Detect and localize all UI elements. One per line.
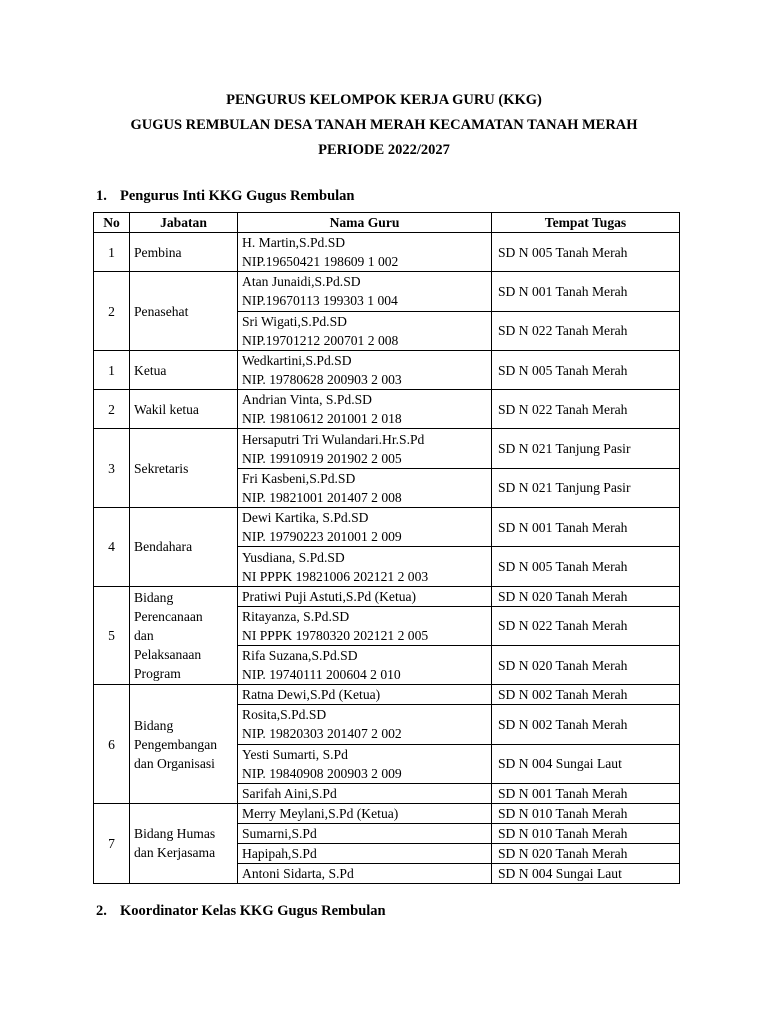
cell-tempat-tugas: SD N 010 Tanah Merah (492, 823, 680, 843)
jabatan-line: Ketua (134, 362, 167, 378)
cell-nama-guru (238, 705, 492, 744)
teacher-name: Rifa Suzana,S.Pd.SD (242, 648, 358, 664)
teacher-name: Wedkartini,S.Pd.SD (242, 353, 352, 369)
cell-nama-guru (238, 645, 492, 684)
cell-nama-guru (238, 311, 492, 350)
teacher-name: H. Martin,S.Pd.SD (242, 235, 346, 251)
jabatan-line: Sekretaris (134, 460, 189, 476)
table-row (94, 685, 680, 705)
teacher-name: Fri Kasbeni,S.Pd.SD (242, 470, 356, 486)
cell-nama-guru (238, 843, 492, 863)
cell-no: 2 (94, 390, 130, 429)
teacher-nip: NI PPPK 19780320 202121 2 005 (242, 627, 429, 643)
table-row (94, 350, 680, 389)
teacher-name: Yusdiana, S.Pd.SD (242, 549, 345, 565)
cell-nama-guru (238, 606, 492, 645)
teacher-name: Merry Meylani,S.Pd (Ketua) (242, 805, 399, 821)
teacher-name: Pratiwi Puji Astuti,S.Pd (Ketua) (242, 588, 417, 604)
cell-nama-guru (238, 350, 492, 389)
cell-nama-guru (238, 586, 492, 606)
cell-no: 7 (94, 803, 130, 883)
cell-jabatan (130, 233, 238, 272)
cell-nama-guru (238, 547, 492, 586)
cell-jabatan (130, 685, 238, 804)
cell-nama-guru (238, 508, 492, 547)
jabatan-line: Bidang (134, 717, 174, 733)
jabatan-line: Perencanaan (134, 608, 203, 624)
cell-no: 1 (94, 350, 130, 389)
teacher-name: Ritayanza, S.Pd.SD (242, 608, 350, 624)
cell-tempat-tugas: SD N 020 Tanah Merah (492, 843, 680, 863)
teacher-name: Hapipah,S.Pd (242, 845, 317, 861)
table-header-row (94, 213, 680, 233)
table-body (94, 233, 680, 884)
jabatan-line: Bidang Humas (134, 826, 216, 842)
cell-tempat-tugas: SD N 022 Tanah Merah (492, 311, 680, 350)
cell-jabatan (130, 429, 238, 508)
section-2-number: 2. (96, 903, 107, 919)
cell-nama-guru (238, 863, 492, 883)
teacher-nip: NI PPPK 19821006 202121 2 003 (242, 568, 429, 584)
cell-tempat-tugas: SD N 020 Tanah Merah (492, 586, 680, 606)
teacher-name: Andrian Vinta, S.Pd.SD (242, 392, 372, 408)
teacher-name: Sarifah Aini,S.Pd (242, 785, 337, 801)
cell-nama-guru (238, 823, 492, 843)
cell-nama-guru (238, 272, 492, 311)
cell-no: 6 (94, 685, 130, 804)
cell-tempat-tugas: SD N 020 Tanah Merah (492, 645, 680, 684)
cell-tempat-tugas: SD N 005 Tanah Merah (492, 233, 680, 272)
cell-tempat-tugas: SD N 004 Sungai Laut (492, 863, 680, 883)
jabatan-line: dan (134, 627, 154, 643)
teacher-nip: NIP.19670113 199303 1 004 (242, 293, 398, 309)
cell-jabatan (130, 586, 238, 685)
cell-tempat-tugas: SD N 005 Tanah Merah (492, 350, 680, 389)
cell-no: 1 (94, 233, 130, 272)
header-no: No (94, 213, 130, 233)
section-1-heading (96, 188, 354, 205)
cell-tempat-tugas: SD N 021 Tanjung Pasir (492, 468, 680, 507)
cell-jabatan (130, 508, 238, 587)
cell-tempat-tugas: SD N 004 Sungai Laut (492, 744, 680, 783)
table-row (94, 586, 680, 606)
jabatan-line: Pelaksanaan (134, 646, 202, 662)
cell-nama-guru (238, 233, 492, 272)
cell-nama-guru (238, 390, 492, 429)
teacher-name: Atan Junaidi,S.Pd.SD (242, 274, 361, 290)
cell-jabatan (130, 272, 238, 351)
title-line-1: PENGURUS KELOMPOK KERJA GURU (KKG) (226, 92, 542, 108)
section-1-title: Pengurus Inti KKG Gugus Rembulan (120, 188, 355, 204)
cell-jabatan (130, 350, 238, 389)
teacher-nip: NIP. 19740111 200604 2 010 (242, 667, 401, 683)
table-row (94, 233, 680, 272)
table-row (94, 508, 680, 547)
cell-no: 5 (94, 586, 130, 685)
teacher-name: Sumarni,S.Pd (242, 825, 317, 841)
document-title (0, 88, 768, 163)
teacher-nip: NIP. 19910919 201902 2 005 (242, 450, 402, 466)
cell-nama-guru (238, 685, 492, 705)
jabatan-line: Wakil ketua (134, 401, 199, 417)
section-1-number: 1. (96, 188, 107, 204)
cell-no: 2 (94, 272, 130, 351)
jabatan-line: dan Organisasi (134, 755, 215, 771)
cell-tempat-tugas: SD N 022 Tanah Merah (492, 390, 680, 429)
teacher-name: Sri Wigati,S.Pd.SD (242, 313, 347, 329)
jabatan-line: dan Kerjasama (134, 845, 216, 861)
jabatan-line: Pembina (134, 244, 182, 260)
cell-tempat-tugas: SD N 022 Tanah Merah (492, 606, 680, 645)
teacher-name: Hersaputri Tri Wulandari.Hr.S.Pd (242, 431, 425, 447)
header-jabatan: Jabatan (130, 213, 238, 233)
cell-nama-guru (238, 783, 492, 803)
table-row (94, 429, 680, 468)
section-2-heading (96, 903, 386, 920)
header-nama-guru: Nama Guru (238, 213, 492, 233)
cell-tempat-tugas: SD N 021 Tanjung Pasir (492, 429, 680, 468)
cell-tempat-tugas: SD N 001 Tanah Merah (492, 508, 680, 547)
teacher-nip: NIP.19701212 200701 2 008 (242, 332, 399, 348)
title-line-2: GUGUS REMBULAN DESA TANAH MERAH KECAMATAN TANAH MERAH (130, 117, 638, 133)
cell-tempat-tugas: SD N 002 Tanah Merah (492, 685, 680, 705)
table-row (94, 272, 680, 311)
teacher-name: Ratna Dewi,S.Pd (Ketua) (242, 687, 381, 703)
teacher-name: Rosita,S.Pd.SD (242, 707, 327, 723)
section-2-title: Koordinator Kelas KKG Gugus Rembulan (120, 903, 386, 919)
cell-tempat-tugas: SD N 002 Tanah Merah (492, 705, 680, 744)
cell-nama-guru (238, 468, 492, 507)
cell-tempat-tugas: SD N 005 Tanah Merah (492, 547, 680, 586)
jabatan-line: Program (134, 665, 181, 681)
teacher-nip: NIP. 19810612 201001 2 018 (242, 411, 402, 427)
table-row (94, 390, 680, 429)
cell-nama-guru (238, 744, 492, 783)
pengurus-table (93, 212, 680, 884)
table-row (94, 803, 680, 823)
teacher-nip: NIP. 19790223 201001 2 009 (242, 529, 402, 545)
cell-nama-guru (238, 803, 492, 823)
header-tempat-tugas: Tempat Tugas (492, 213, 680, 233)
cell-tempat-tugas: SD N 010 Tanah Merah (492, 803, 680, 823)
cell-nama-guru (238, 429, 492, 468)
teacher-nip: NIP.19650421 198609 1 002 (242, 254, 399, 270)
cell-tempat-tugas: SD N 001 Tanah Merah (492, 272, 680, 311)
teacher-nip: NIP. 19821001 201407 2 008 (242, 489, 402, 505)
cell-no: 3 (94, 429, 130, 508)
cell-jabatan (130, 803, 238, 883)
cell-no: 4 (94, 508, 130, 587)
teacher-name: Dewi Kartika, S.Pd.SD (242, 510, 369, 526)
teacher-nip: NIP. 19840908 200903 2 009 (242, 765, 402, 781)
teacher-nip: NIP. 19780628 200903 2 003 (242, 372, 402, 388)
jabatan-line: Bendahara (134, 539, 193, 555)
title-line-3: PERIODE 2022/2027 (318, 142, 450, 158)
teacher-name: Yesti Sumarti, S.Pd (242, 746, 348, 762)
cell-jabatan (130, 390, 238, 429)
jabatan-line: Pengembangan (134, 736, 218, 752)
teacher-name: Antoni Sidarta, S.Pd (242, 865, 354, 881)
jabatan-line: Penasehat (134, 303, 189, 319)
jabatan-line: Bidang (134, 589, 174, 605)
teacher-nip: NIP. 19820303 201407 2 002 (242, 726, 402, 742)
cell-tempat-tugas: SD N 001 Tanah Merah (492, 783, 680, 803)
